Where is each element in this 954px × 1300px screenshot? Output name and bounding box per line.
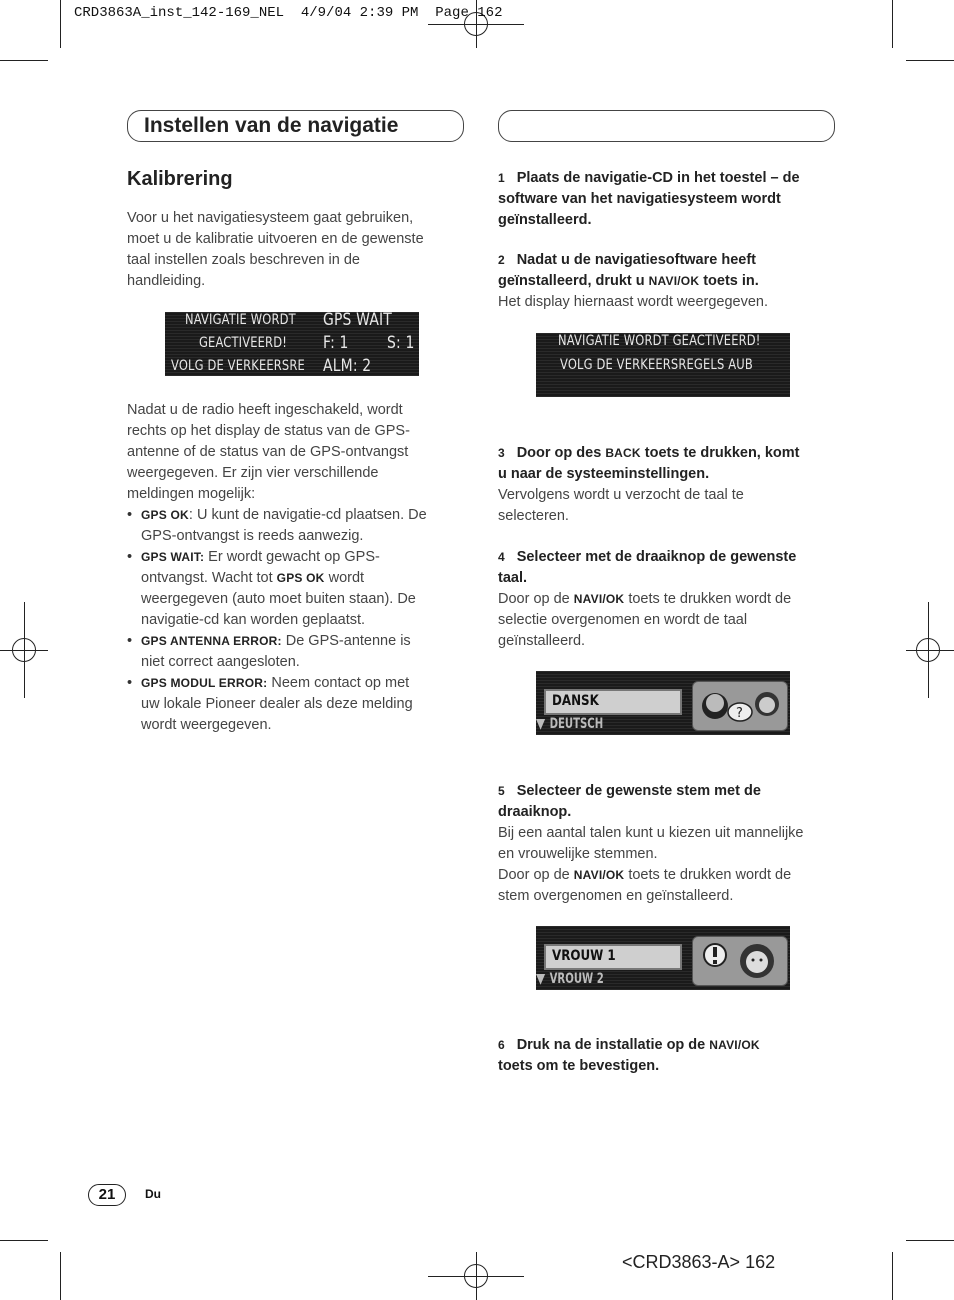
next-voice: ▼ VROUW 2 [536, 971, 604, 987]
footer-code: <CRD3863-A> 162 [622, 1252, 776, 1272]
lcd-text: S: 1 [387, 333, 415, 353]
speaker-faces-icon [692, 681, 788, 731]
step-5: 5 Selecteer de gewenste stem met de draaiknop. Bij een aantal talen kunt u kiezen uit mannelijke en vrouwelijke stemmen. Door op de NAVI/OK toets te drukken wordt de stem overgenomen en geïnstalleerd. [498, 783, 804, 904]
next-language: ▼ DEUTSCH [536, 716, 603, 732]
selected-voice: VROUW 1 [544, 944, 682, 970]
page-number: 21 [88, 1184, 126, 1206]
list-item: • GPS OK: U kunt de navigatie-cd plaatsen. De GPS-ontvangst is reeds aanwezig. [127, 505, 457, 547]
selected-language: DANSK [544, 689, 682, 715]
intro-paragraph: Voor u het navigatiesysteem gaat gebruiken, moet u de kalibratie uitvoeren en de gewenste taal instellen zoals beschreven in de handleiding. [127, 210, 424, 289]
status-list [127, 505, 457, 736]
step-4: 4 Selecteer met de draaiknop de gewenste taal. Door op de NAVI/OK toets te drukken wordt de selectie overgenomen en wordt de taal geïnstalleerd. [498, 549, 797, 649]
list-item: • GPS MODUL ERROR: Neem contact op met uw lokale Pioneer dealer als deze melding wordt weergegeven. [127, 673, 457, 736]
svg-text:?: ? [736, 706, 743, 721]
lcd-text: GPS WAIT [323, 312, 392, 330]
lcd-text: NAVIGATIE WORDT GEACTIVEERD! [558, 333, 761, 349]
lcd-text: VOLG DE VERKEERSREGELS AUB [560, 357, 753, 373]
list-item: • GPS WAIT: Er wordt gewacht op GPS- ontvangst. Wacht tot GPS OK wordt weergegeven (auto moet buiten staan). De navigatie-cd kan worden geplaatst. [127, 547, 457, 631]
lcd-gps-status [165, 312, 419, 376]
lcd-voice-select [536, 926, 790, 990]
empty-header-box [498, 110, 835, 142]
lcd-text: ALM: 2 [323, 356, 372, 376]
section-title-box [127, 110, 464, 142]
lcd-text: F: 1 [323, 333, 349, 353]
lcd-text: GEACTIVEERD! [199, 335, 287, 351]
page-heading: Kalibrering [127, 168, 233, 190]
lcd-text: VOLG DE VERKEERSRE [171, 358, 305, 374]
step-1: 1 Plaats de navigatie-CD in het toestel – de software van het navigatiesysteem wordt geïnstalleerd. [498, 170, 800, 228]
file-slug: CRD3863A_inst_142-169_NEL 4/9/04 2:39 PM Page 162 [74, 5, 503, 21]
lcd-navigation-activated [536, 333, 790, 397]
step-3: 3 Door op des BACK toets te drukken, komt u naar de systeeminstellingen. Vervolgens wordt u verzocht de taal te selecteren. [498, 445, 800, 524]
step-6: 6 Druk na de installatie op de NAVI/OK toets om te bevestigen. [498, 1037, 760, 1074]
female-speaker-icon [692, 936, 788, 986]
lcd-text: NAVIGATIE WORDT [185, 312, 296, 328]
step-2: 2 Nadat u de navigatiesoftware heeft geïnstalleerd, drukt u NAVI/OK toets in. Het display hiernaast wordt weergegeven. [498, 252, 769, 310]
lcd-language-select [536, 671, 790, 735]
language-tag: Du [145, 1187, 161, 1201]
status-paragraph: Nadat u de radio heeft ingeschakeld, wordt rechts op het display de status van de GPS- antenne of de status van de GPS-ontvangst weergegeven. Er zijn vier verschillende meldingen mogelijk: [127, 402, 410, 502]
list-item: • GPS ANTENNA ERROR: De GPS-antenne is niet correct aangesloten. [127, 631, 457, 673]
section-title: Instellen van de navigatie [144, 114, 399, 137]
